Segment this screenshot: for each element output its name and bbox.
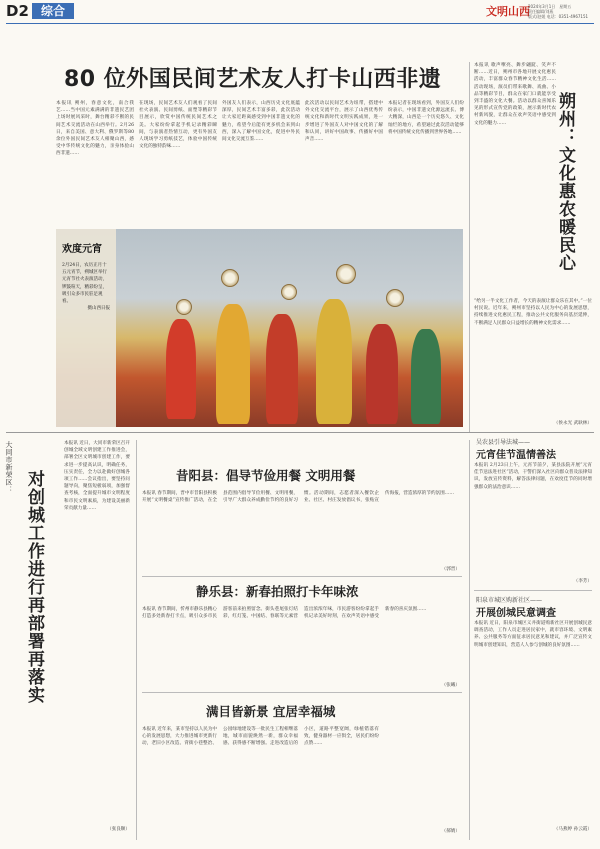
jingle-headline: 静乐县：新春拍照打卡年味浓 — [196, 584, 359, 599]
city-work-author: （张良顺） — [107, 827, 130, 832]
section-label: 综合 — [32, 3, 74, 19]
fuliu-body: 本报讯 2月23日上午，元宵节前夕，某县法院开展“元宵佳节送法进社区”活动，干警们深入社区向群众普及法律知识，发放宣传资料，解答法律问题，在欢度佳节的同时增强群众的法治意识…… — [474, 463, 592, 490]
shuozhou-headline-city: 朔州： — [555, 92, 575, 146]
dancer-figure — [411, 329, 441, 424]
dancer-figure — [316, 299, 352, 424]
publication-info — [528, 4, 588, 19]
lead-headline: 80 位外国民间艺术友人打卡山西非遗 — [64, 67, 442, 92]
pub-layout: 版式/赵媛 电话：0351-4967151 — [528, 14, 589, 19]
yangquan-body: 本报讯 近日，阳泉市城区义井街道购新社区开展创城民意调查活动，工作人员走进居民家中，就市容环境、文明素养、公共服务等方面征求居民意见和建议，并广泛宣传文明城市创建知识，营造人人参与创城的良好氛围…… — [474, 621, 592, 648]
xiyang-author: （郭晋） — [441, 567, 460, 572]
photo-caption — [62, 262, 110, 312]
yangquan-author: （马燕婷 孙云霞） — [553, 827, 592, 832]
drum-icon — [176, 299, 192, 315]
shuozhou-headline — [555, 92, 578, 272]
lead-body-col5: 本报记者在现场看到，外国友人们纷纷表示，中国非遗文化源远流长、博大精深，山西是一个历史悠久、文化灿烂的地方，希望通过此次活动能够将中国传统文化传播到世界各地…… — [388, 101, 464, 135]
bottom-author: （郝婧） — [441, 829, 460, 834]
lead-body-col2: 在现场，民间艺术友人们观看了民间社火表演、民间剪纸、面塑等精彩节目展示，欣赏中国传统民间艺术之美。大家纷纷拿起手机记录精彩瞬间，与表演者热情互动，更有外国友人现场学习剪纸技艺，体验中国传统文化的独特韵味…… — [139, 101, 217, 150]
bottom-headline: 满目皆新景 宜居幸福城 — [206, 704, 336, 719]
yangquan-kicker: 阳泉市城区购新社区—— — [476, 597, 543, 604]
masthead-rule — [6, 23, 594, 24]
dancer-figure — [366, 324, 398, 424]
photo-credit: 摄山西日报 — [87, 306, 110, 312]
jingle-author: （张曦） — [441, 683, 460, 688]
section-rule — [6, 432, 594, 433]
fuliu-author: （李芳） — [573, 579, 592, 584]
lead-body-col3: 外国友人们表示，山西历史文化底蕴深厚，民间艺术丰富多彩，此次活动让大家近距离感受到中国非遗文化的魅力，希望今后能有更多机会来到山西，深入了解中国文化，促进中外民间文化交流互鉴…… — [222, 101, 300, 143]
news-photo — [56, 229, 463, 427]
bottom-body: 本报讯 近年来，某市坚持以人民为中心的发展思想，大力推进城市更新行动，老旧小区改造、背街小巷整治、公园绿地建设等一批民生工程相继落地，城市面貌焕然一新，群众幸福感、获得感不断增强。走进改造后的小区，道路平整宽阔，绿植错落有致，健身器材一应俱全，居民们纷纷点赞…… — [142, 727, 379, 747]
caption-panel — [56, 229, 116, 427]
xiyang-body: 本报讯 春节期间，晋中市昔阳县积极开展“文明餐桌”宣传推广活动，在全县范围内倡导节俭用餐、文明用餐，引导广大群众养成勤俭节约的良好习惯。活动期间，志愿者深入餐饮企业、社区、村庄发放倡议书，张贴宣传海报，营造浓厚的节约氛围…… — [142, 491, 454, 504]
photo-title: 欢度元宵 — [62, 244, 102, 255]
column-divider — [469, 62, 470, 432]
column-divider — [136, 440, 137, 840]
fuliu-kicker: 吴农县引导法城—— — [476, 439, 531, 446]
section-rule — [142, 692, 462, 693]
dancer-figure — [216, 304, 250, 424]
city-work-kicker: 大同市新荣区： — [5, 441, 13, 494]
jingle-body: 本报讯 春节期间，忻州市静乐县精心打造多处新春打卡点，吸引众多市民游客前来拍照留念。街头巷尾张灯结彩，红灯笼、中国结、春联等元素营造出浓浓年味，市民游客纷纷拿起手机记录美好时刻，在欢声笑语中感受新春的喜庆氛围…… — [142, 607, 427, 620]
drum-icon — [386, 289, 404, 307]
photo-caption-text: 2月24日，农历正月十五元宵节，朔城区举行元宵节社火表演活动，锣鼓喧天，精彩纷呈，吸引众多市民驻足观看。 — [62, 263, 107, 305]
drum-icon — [336, 264, 356, 284]
drum-icon — [221, 269, 239, 287]
shuozhou-body: 本报讯 歌声嘹亮、舞步翩跹、笑声不断……近日，朔州市各地开展文化惠民活动，丰富群众春节精神文化生活……活动现场，演员们带来歌舞、戏曲、小品等精彩节目，群众在家门口就能享受到丰盛的文化大餐。活动以群众喜闻乐见的形式宣传党的政策，展示新时代农村新风貌，让群众在欢声笑语中感受到文化的魅力…… — [474, 63, 556, 126]
xiyang-headline: 昔阳县：倡导节俭用餐 文明用餐 — [176, 468, 356, 483]
publication-logo: 文明山西 — [486, 5, 530, 18]
dancer-figure — [266, 314, 298, 424]
lead-body-col1: 本报讯 朔州，春意文化，南合我艺……当中国元素满满的非遗民艺团上场时展风采时，舞台精彩不断的民间艺术交流活动在山西举行。2月26日，来自美国、意大利、俄罗斯等80余位外国民间艺术友人相聚山西，感受中华传统文化的魅力，亲身体验山西非遗…… — [56, 101, 134, 157]
city-work-body: 本报讯 近日，大同市新荣区召开创城全域文明创建工作推进会，部署全区文明城市创建工作，要求进一步提高认识，明确任务，压实责任，全力以赴做好创城各项工作……会议指出，要坚持问题导向，聚焦短板弱项，加强督查考核，全面提升城市文明程度和市民文明素质，为建设美丽新荣贡献力量…… — [64, 441, 130, 511]
section-rule — [142, 576, 462, 577]
shuozhou-headline-text: 文化惠农暖民心 — [555, 146, 575, 272]
page-number: D2 — [6, 2, 29, 20]
shuozhou-author: （侯永光 武耿林） — [553, 421, 592, 426]
yangquan-headline: 开展创城民意调查 — [476, 608, 556, 619]
city-work-headline: 对创城工作进行再部署再落实 — [24, 470, 44, 704]
dancer-figure — [166, 319, 196, 419]
drum-icon — [281, 284, 297, 300]
lead-body-col4: 此次活动以民间艺术为纽带，搭建中外文化交流平台，展示了山西优秀传统文化和新时代文明实践成果，进一步增进了外国友人对中国文化的了解和认同，讲好中国故事、传播好中国声音…… — [305, 101, 383, 143]
column-divider — [469, 440, 470, 840]
pub-date: 2024年3月1日 星期五 — [528, 4, 572, 9]
pub-editor: 责任编辑/刘燕 — [528, 9, 554, 14]
shuozhou-body-2: “给另一半文化工作者，今天的表演让群众乐在其中。”一位村民说。近年来，朔州市坚持以人民为中心的发展思想，持续推进文化惠民工程，推动公共文化服务向基层延伸，不断满足人民群众日益增长的精神文化需求…… — [474, 299, 592, 326]
fuliu-headline: 元宵佳节温情善法 — [476, 450, 556, 461]
section-rule — [474, 590, 592, 591]
